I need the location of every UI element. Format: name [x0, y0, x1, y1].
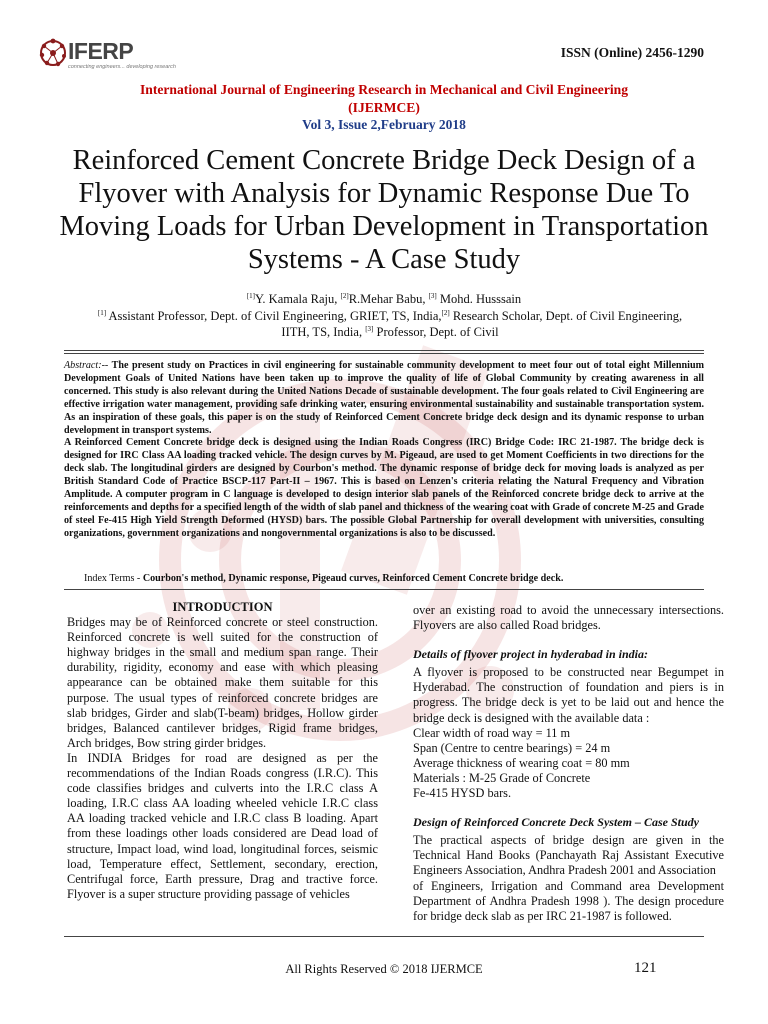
- author-3-marker: [3]: [428, 291, 437, 300]
- paper-title: Reinforced Cement Concrete Bridge Deck Design of a Flyover with Analysis for Dynamic Response Due To Moving Loads for Urban Development in Transportation Systems - A Case Study: [59, 145, 709, 275]
- volume-issue: Vol 3, Issue 2,February 2018: [302, 117, 466, 132]
- affil-1: Assistant Professor, Dept. of Civil Engineering, GRIET, TS, India,: [106, 309, 442, 323]
- author-list: [0, 292, 768, 307]
- author-2-marker: [2]: [340, 291, 349, 300]
- journal-line-1: International Journal of Engineering Research in Mechanical and Civil Engineering: [139, 82, 628, 97]
- journal-name: [0, 81, 768, 117]
- affil-3-marker: [3]: [365, 324, 374, 333]
- flyover-details-heading: Details of flyover project in hyderabad in india:: [413, 647, 648, 662]
- issn: ISSN (Online) 2456-1290: [560, 45, 704, 60]
- index-terms-label: Index Terms -: [84, 573, 143, 584]
- abstract-label: Abstract:--: [64, 360, 109, 371]
- intro-paragraph-1: Bridges may be of Reinforced concrete or steel construction. Reinforced concrete is well suited for the construction of highway bridges in the small and medium span range. Their durability, rigidity, economy and ease with which pleasing appearance can be obtained make them suitable for this purpose. The usual types of reinforced concrete bridges are slab bridges, Girder and slab(T-beam) bridges, Hollow girder bridges, Balanced cantilever bridges, Rigid frame bridges, Arch bridges, Bow string girder bridges.: [67, 615, 378, 750]
- index-terms-text: Courbon's method, Dynamic response, Pigeaud curves, Reinforced Cement Concrete bridge deck.: [142, 573, 564, 584]
- logo-name: IFERP: [68, 38, 134, 64]
- page-number: 121: [634, 960, 657, 976]
- intro-paragraph-2: In INDIA Bridges for road are designed as per the recommendations of the Indian Roads congress (I.R.C). This code classifies bridges and culverts into the I.R.C class A loading, I.R.C class AA loading wheeled vehicle I.R.C class AA loading tracked vehicle and I.R.C class B loading. Apart from these loadings other loads considered are Dead load of structure, Impact load, wind load, longitudinal forces, seismic load, Temperature effect, Settlement, secondary, erection, Centrifugal force, Earth pressure, Drag and tractive force. Flyover is a super structure providing passage of vehicles: [67, 750, 378, 901]
- author-3: Mohd. Husssain: [436, 292, 522, 306]
- journal-line-2: (IJERMCE): [348, 100, 420, 115]
- abstract-text-1: The present study on Practices in civil engineering for sustainable community development to meet four out of total eight Millennium Development Goals of United Nations have been taken up to improve the quality of life of Global Community by creating awareness in all concerned. This study is also relevant during the United Nations Decade of sustainable development. The four goals related to Civil Engineering are effective irrigation water management, providing safe drinking water, ensuring environmental sustainability and sustainable transportation system. As an inspiration of these goals, this paper is on the study of Reinforced Cement Concrete bridge deck design and its dynamic response to urban development in transport systems.: [64, 360, 704, 436]
- abstract: [64, 360, 704, 541]
- author-2: R.Mehar Babu,: [348, 292, 429, 306]
- affil-2-marker: [2]: [441, 308, 450, 317]
- left-column: [67, 600, 378, 902]
- abstract-top-rule: [64, 350, 704, 351]
- introduction-heading: INTRODUCTION: [172, 600, 273, 614]
- iferp-logo: [38, 36, 176, 76]
- right-paragraph-3: The practical aspects of bridge design are given in the Technical Hand Books (Panchayath Raj Assistant Executive Engineers Association, Andhra Pradesh 2001 and Association: [413, 833, 724, 878]
- right-column: [413, 603, 724, 924]
- data-line: Span (Centre to centre bearings) = 24 m: [413, 740, 611, 755]
- deck-system-heading: Design of Reinforced Concrete Deck System – Case Study: [413, 815, 699, 830]
- abstract-top-rule-2: [64, 353, 704, 354]
- index-bottom-rule: [64, 589, 704, 590]
- author-1: Y. Kamala Raju,: [255, 292, 341, 306]
- right-paragraph-4: of Engineers, Irrigation and Command area Development Department of Andhra Pradesh 1998 ). The design procedure for bridge deck slab as per IRC 21-1987 is followed.: [413, 878, 724, 923]
- data-line: Clear width of road way = 11 m: [413, 725, 571, 740]
- affil-2: Research Scholar, Dept. of Civil Engineering, IITH, TS, India,: [281, 309, 683, 339]
- footer-rule: [64, 936, 704, 937]
- logo-tagline: connecting engineers... developing research: [68, 64, 176, 70]
- iferp-globe-icon: [38, 36, 72, 70]
- affiliations: [90, 308, 690, 340]
- right-paragraph-2: A flyover is proposed to be constructed near Begumpet in Hyderabad. The construction of foundation and piers is in progress. The bridge deck is yet to be laid out and hence the bridge deck is designed with the available data :: [413, 665, 724, 725]
- affil-3: Professor, Dept. of Civil: [373, 325, 499, 339]
- data-line: Fe-415 HYSD bars.: [413, 786, 512, 801]
- data-line: Average thickness of wearing coat = 80 mm: [413, 755, 630, 770]
- abstract-text-2: A Reinforced Cement Concrete bridge deck is designed using the Indian Roads Congress (IRC) Bridge Code: IRC 21-1987. The bridge deck is designed for IRC Class AA loading tracked vehicle. The design curves by M. Pigeaud, are used to get Moment Coefficients in two directions for the deck slab. The longitudinal girders are designed by Courbon's method. The dynamic response of bridge deck for moving loads is analyzed as per British Standard Code of Practice BSCP-117 Part-II – 1967. This is based on Lenzen's criteria relating the Natural Frequency and Vibration Amplitude. A computer program in C language is developed to design interior slab panels of the Reinforced concrete bridge deck to arrive at the reinforcements and depths for a specified length of the width of slab panel and thickness of the wearing coat with Grade of concrete M-25 and Grade of steel Fe-415 High Yield Strength Deformed (HYSD) bars. The possible Global Partnership for overall development with universities, consulting organizations, government organizations and nongovernmental organizations is also to be discussed.: [64, 437, 704, 539]
- footer-copyright: All Rights Reserved © 2018 IJERMCE: [285, 962, 483, 976]
- author-1-marker: [1]: [246, 291, 256, 300]
- data-line: Materials : M-25 Grade of Concrete: [413, 770, 591, 785]
- index-terms: [84, 573, 704, 584]
- right-paragraph-1: over an existing road to avoid the unnecessary intersections. Flyovers are also called Road bridges.: [413, 603, 724, 633]
- affil-1-marker: [1]: [97, 308, 107, 317]
